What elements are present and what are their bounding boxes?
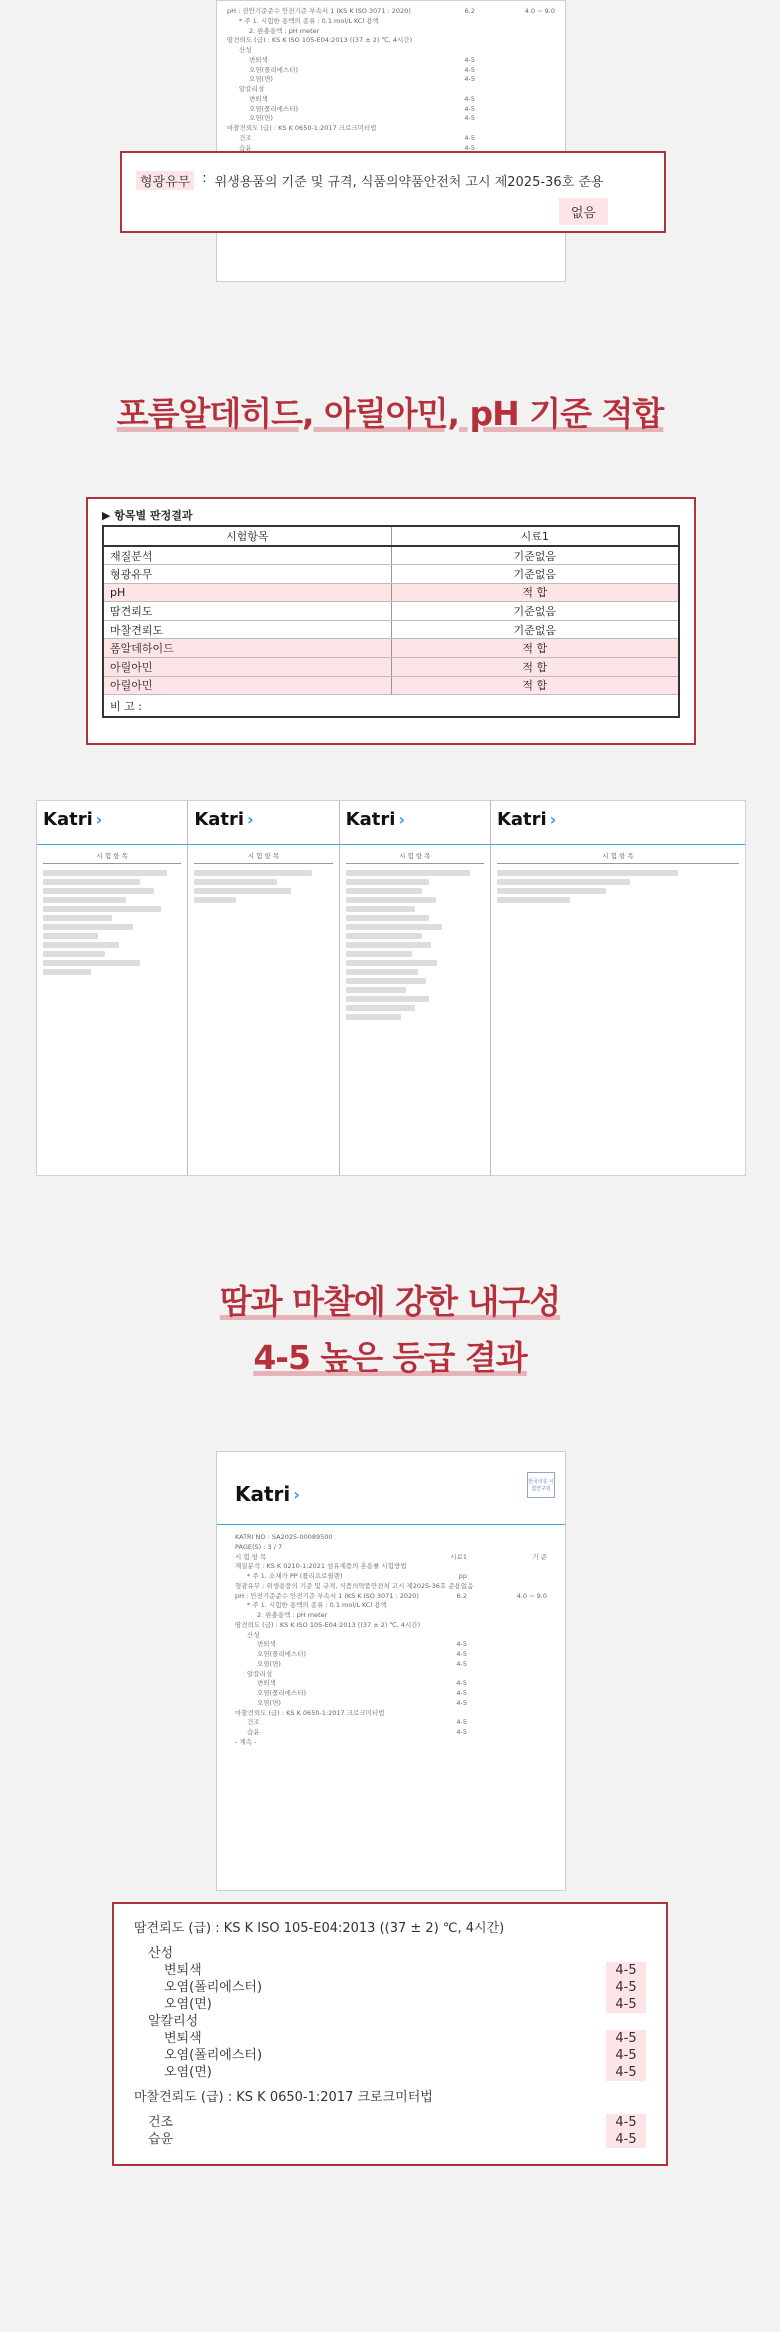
chevron-right-icon: ›: [95, 810, 103, 829]
callout-key: 형광유무: [136, 171, 194, 190]
result-label: 오염(폴리에스터): [164, 2048, 263, 2063]
result-row: [134, 2089, 646, 2106]
report-line: * 주 1. 소재가 PP (폴리프로필렌) pp: [247, 1572, 467, 1580]
table-row: [103, 546, 679, 565]
katri-logo: Katri ›: [345, 809, 405, 830]
report-line: 오염(폴리에스터) 4-5: [249, 104, 475, 113]
result-label: 변퇴색: [164, 2031, 202, 2046]
chevron-right-icon: ›: [549, 810, 557, 829]
result-row: [134, 2047, 646, 2064]
row-result: 기준없음: [391, 565, 679, 584]
row-item: 재질분석: [103, 546, 391, 565]
heading-durability: [0, 1276, 780, 1323]
result-row: [134, 1920, 646, 1937]
result-grade: 4-5: [606, 2030, 646, 2047]
table-note-row: [103, 695, 679, 717]
test-report-page-top: [216, 0, 566, 282]
result-label: 건조: [148, 2115, 174, 2130]
report-line: 오염(면) 4-5: [249, 75, 475, 84]
katri-logo: Katri ›: [235, 1482, 300, 1506]
row-result: 기준없음: [391, 620, 679, 639]
result-grade: 4-5: [606, 1979, 646, 1996]
result-row: [134, 2013, 646, 2030]
report-line: 형광유무 : 위생용품의 기준 및 규격, 식품의약품안전처 고시 제2025-36호 준용 없음: [235, 1581, 474, 1590]
row-result: 적 합: [391, 658, 679, 677]
result-label: 오염(폴리에스터): [164, 1980, 263, 1995]
col-item: 시험항목: [103, 526, 391, 546]
report-line: 오염(면) 4-5: [257, 1659, 467, 1668]
result-label: 알칼리성: [148, 2014, 199, 2029]
result-label: 변퇴색: [164, 1963, 202, 1978]
report-page-3: [340, 801, 491, 1175]
result-label: 오염(면): [164, 2065, 212, 2080]
report-line: - 계속 -: [235, 1737, 257, 1746]
stamp: 한국의류 시험연구원: [527, 1472, 555, 1498]
report-line: 오염(폴리에스터) 4-5: [249, 65, 475, 74]
report-line: 오염(폴리에스터) 4-5: [257, 1650, 467, 1658]
table-row: [103, 583, 679, 602]
row-item: 폼알데하이드: [103, 639, 391, 658]
page-head: 시 험 항 목: [346, 851, 484, 864]
report-line: 오염(면) 4-5: [257, 1698, 467, 1707]
result-label: 땀견뢰도 (급) : KS K ISO 105-E04:2013 ((37 ± 2) ℃, 4시간): [134, 1921, 505, 1936]
report-line: KATRI NO : SA2025-00089500: [235, 1533, 333, 1541]
report-line: 오염(폴리에스터) 4-5: [257, 1689, 467, 1697]
report-line: 산성: [239, 46, 252, 54]
table-row: [103, 565, 679, 584]
result-row: [134, 2114, 646, 2131]
report-line: 산성: [247, 1630, 260, 1639]
report-line: 변퇴색 4-5: [249, 55, 475, 64]
result-label: 습윤: [148, 2132, 174, 2147]
report-line: pH : 안전기준준수 안전기준 부속서 1 (KS K ISO 3071 : 2020) 6.2 4.0 ~ 9.0: [235, 1591, 547, 1600]
result-row: [134, 1996, 646, 2013]
report-line: 2. 완충용액 : pH meter: [249, 26, 320, 35]
result-grade: 4-5: [606, 2064, 646, 2081]
katri-logo: Katri ›: [496, 809, 557, 830]
callout-result: 없음: [559, 198, 608, 225]
callout-text: 위생용품의 기준 및 규격, 식품의약품안전처 고시 제2025-36호 준용: [214, 175, 604, 190]
report-line: 건조 4-5: [239, 133, 475, 142]
heading-text: 땀과 마찰에 강한 내구성: [219, 1282, 561, 1321]
fluorescence-callout: [120, 151, 666, 233]
result-label: 오염(면): [164, 1997, 212, 2012]
table-row: [103, 602, 679, 621]
report-line: 알칼리성: [247, 1669, 273, 1678]
report-lines: [225, 1533, 557, 1748]
note-text: 비 고 :: [110, 699, 142, 713]
page-head: 시 험 항 목: [497, 851, 739, 864]
chevron-right-icon: ›: [293, 1484, 300, 1504]
result-grade: 4-5: [606, 1962, 646, 1979]
colorfastness-callout: [112, 1902, 668, 2166]
report-line: 습윤 4-5: [247, 1728, 467, 1736]
report-line: PAGE(S) : 3 / 7: [235, 1542, 283, 1551]
heading-text: 4-5 높은 등급 결과: [253, 1338, 527, 1377]
result-label: 산성: [148, 1946, 174, 1961]
page-head: 시 험 항 목: [194, 851, 332, 864]
result-grade: 4-5: [606, 2114, 646, 2131]
result-grade: 4-5: [606, 2131, 646, 2148]
report-line: 마찰견뢰도 (급) : KS K 0650-1:2017 크로크미터법: [235, 1708, 385, 1717]
result-grade: 4-5: [606, 1996, 646, 2013]
report-line: * 주 1. 시험한 용액의 종류 : 0.1 mol/L KCl 용액: [247, 1601, 387, 1610]
row-item: 형광유무: [103, 565, 391, 584]
row-result: 적 합: [391, 639, 679, 658]
report-lines: [217, 1, 565, 159]
result-row: [134, 1962, 646, 1979]
result-grade: 4-5: [606, 2047, 646, 2064]
judgement-table: [102, 525, 680, 718]
report-line: 오염(면) 4-5: [249, 114, 475, 123]
report-line: 시 험 항 목 시료1 기 준: [235, 1552, 547, 1561]
katri-logo: Katri ›: [43, 809, 103, 830]
result-label: 마찰견뢰도 (급) : KS K 0650-1:2017 크로크미터법: [134, 2090, 433, 2105]
result-row: [134, 2131, 646, 2148]
result-row: [134, 1979, 646, 1996]
row-item: 아릴아민: [103, 658, 391, 677]
report-line: 건조 4-5: [247, 1718, 467, 1727]
report-line: 2. 완충용액 : pH meter: [257, 1611, 328, 1619]
report-line: 땀견뢰도 (급) : KS K ISO 105-E04:2013 ((37 ± 2) ℃, 4시간): [227, 36, 413, 45]
report-page-2: [188, 801, 339, 1175]
report-line: 습윤 4-5: [239, 143, 475, 152]
report-line: 재질분석 : KS K 0210-1:2021 섬유제품의 혼용률 시험방법: [235, 1562, 407, 1571]
row-item: pH: [103, 583, 391, 602]
row-item: 땀견뢰도: [103, 602, 391, 621]
row-item: 아릴아민: [103, 676, 391, 695]
result-row: [134, 2030, 646, 2047]
chevron-right-icon: ›: [247, 810, 254, 829]
table-row: [103, 676, 679, 695]
report-line: 알칼리성: [239, 85, 265, 93]
report-page-1: [37, 801, 188, 1175]
heading-text: 포름알데히드, 아릴아민, pH 기준 적합: [116, 394, 664, 433]
report-pages-strip: [36, 800, 746, 1176]
result-row: [134, 1945, 646, 1962]
row-result: 기준없음: [391, 546, 679, 565]
report-line: * 주 1. 시험한 용액의 종류 : 0.1 mol/L KCl 용액: [239, 16, 379, 25]
report-line: 변퇴색 4-5: [249, 94, 475, 103]
katri-logo: Katri ›: [194, 809, 254, 830]
table-row: [103, 639, 679, 658]
row-result: 기준없음: [391, 602, 679, 621]
judgement-panel: [86, 497, 696, 745]
report-line: pH : 전안기준준수 안전기준 부속서 1 (KS K ISO 3071 : 2020) 6.2 4.0 ~ 9.0: [227, 7, 555, 15]
callout-separator: :: [202, 171, 207, 186]
page-head: 시 험 항 목: [43, 851, 181, 864]
report-line: 땀견뢰도 (급) : KS K ISO 105-E04:2013 ((37 ± 2) ℃, 4시간): [235, 1620, 421, 1629]
table-row: [103, 658, 679, 677]
row-result: 적 합: [391, 583, 679, 602]
table-row: [103, 620, 679, 639]
col-sample: 시료1: [391, 526, 679, 546]
chevron-right-icon: ›: [398, 810, 405, 829]
heading-ph-standard: [0, 388, 780, 435]
report-line: 마찰견뢰도 (급) : KS K 0650-1:2017 크로크미터법: [227, 124, 377, 132]
result-row: [134, 2064, 646, 2081]
report-line: 변퇴색 4-5: [257, 1679, 467, 1688]
heading-grade: [0, 1332, 780, 1379]
row-result: 적 합: [391, 676, 679, 695]
report-line: 변퇴색 4-5: [257, 1640, 467, 1649]
row-item: 마찰견뢰도: [103, 620, 391, 639]
judgement-title: ▶ 항목별 판정결과: [102, 509, 193, 522]
test-report-page-3: [216, 1451, 566, 1891]
report-page-4: [491, 801, 745, 1175]
